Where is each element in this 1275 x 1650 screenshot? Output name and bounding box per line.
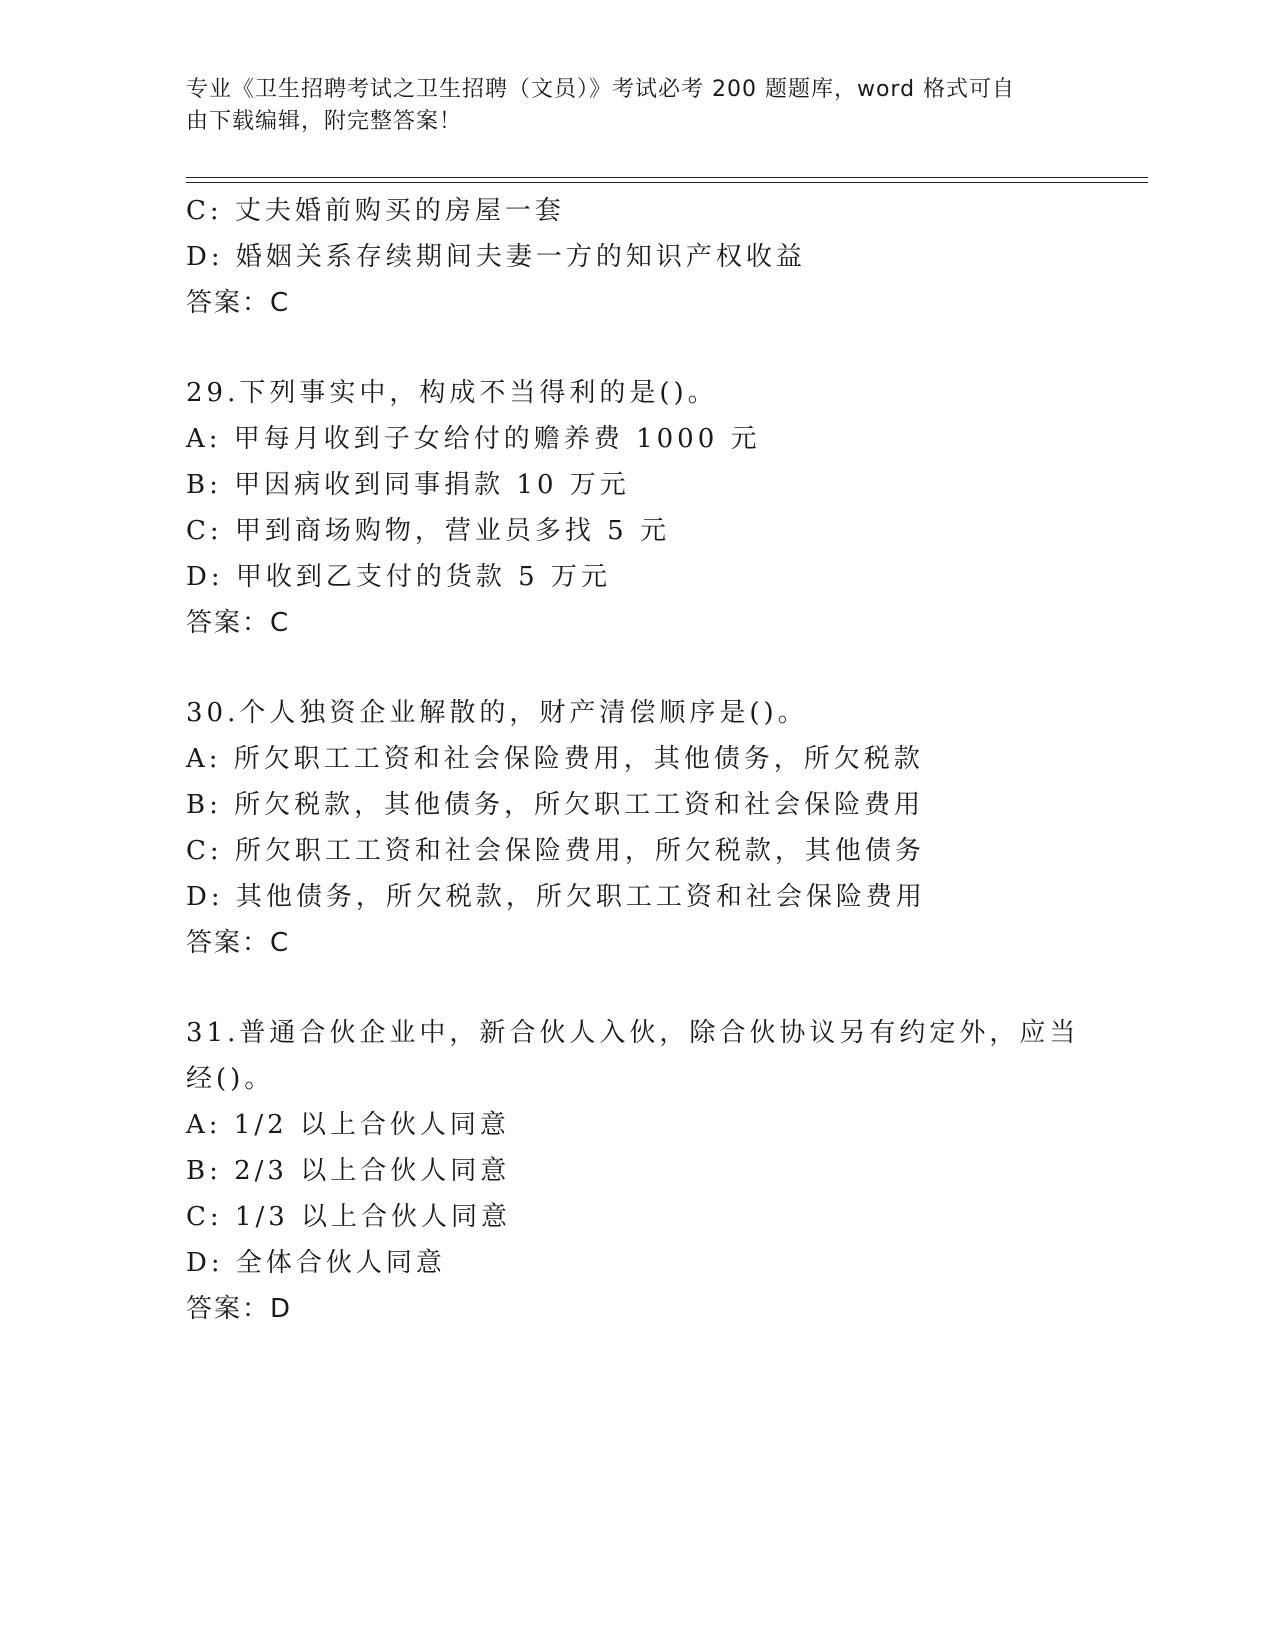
question-text: 29.下列事实中，构成不当得利的是()。: [186, 378, 718, 408]
document-header: [186, 74, 1086, 138]
header-line-2: 由下载编辑，附完整答案！: [186, 109, 463, 134]
header-divider-top: [186, 177, 1148, 178]
spacer: [186, 966, 1086, 1010]
header-divider-bottom: [186, 182, 1148, 183]
option-a: A: 甲每月收到子女给付的赡养费 1000 元: [186, 424, 761, 454]
question-text: 30.个人独资企业解散的，财产清偿顺序是()。: [186, 698, 808, 728]
answer-line: 答案：C: [186, 928, 291, 958]
question-30: [186, 690, 1086, 966]
spacer: [186, 326, 1086, 370]
option-d: D: 其他债务，所欠税款，所欠职工工资和社会保险费用: [186, 882, 926, 912]
option-c: C: 丈夫婚前购买的房屋一套: [186, 196, 565, 226]
option-a: A: 所欠职工工资和社会保险费用，其他债务，所欠税款: [186, 744, 924, 774]
option-d: D: 婚姻关系存续期间夫妻一方的知识产权收益: [186, 242, 806, 272]
option-c: C: 所欠职工工资和社会保险费用，所欠税款，其他债务: [186, 836, 925, 866]
option-b: B: 所欠税款，其他债务，所欠职工工资和社会保险费用: [186, 790, 925, 820]
answer-line: 答案：D: [186, 1294, 293, 1324]
answer-line: 答案：C: [186, 608, 291, 638]
option-c: C: 甲到商场购物，营业员多找 5 元: [186, 516, 670, 546]
spacer: [186, 646, 1086, 690]
option-b: B: 2/3 以上合伙人同意: [186, 1156, 511, 1186]
option-d: D: 甲收到乙支付的货款 5 万元: [186, 562, 611, 592]
question-text: 31.普通合伙企业中，新合伙人入伙，除合伙协议另有约定外，应当经()。: [186, 1018, 1080, 1094]
question-list: [186, 188, 1086, 1332]
header-line-1: 专业《卫生招聘考试之卫生招聘（文员）》考试必考 200 题题库，word 格式可自: [186, 77, 1016, 102]
question-31: [186, 1010, 1086, 1332]
answer-line: 答案：C: [186, 288, 291, 318]
option-d: D: 全体合伙人同意: [186, 1248, 446, 1278]
option-c: C: 1/3 以上合伙人同意: [186, 1202, 512, 1232]
option-a: A: 1/2 以上合伙人同意: [186, 1110, 510, 1140]
question-29: [186, 370, 1086, 646]
option-b: B: 甲因病收到同事捐款 10 万元: [186, 470, 630, 500]
previous-question-tail: [186, 188, 1086, 326]
